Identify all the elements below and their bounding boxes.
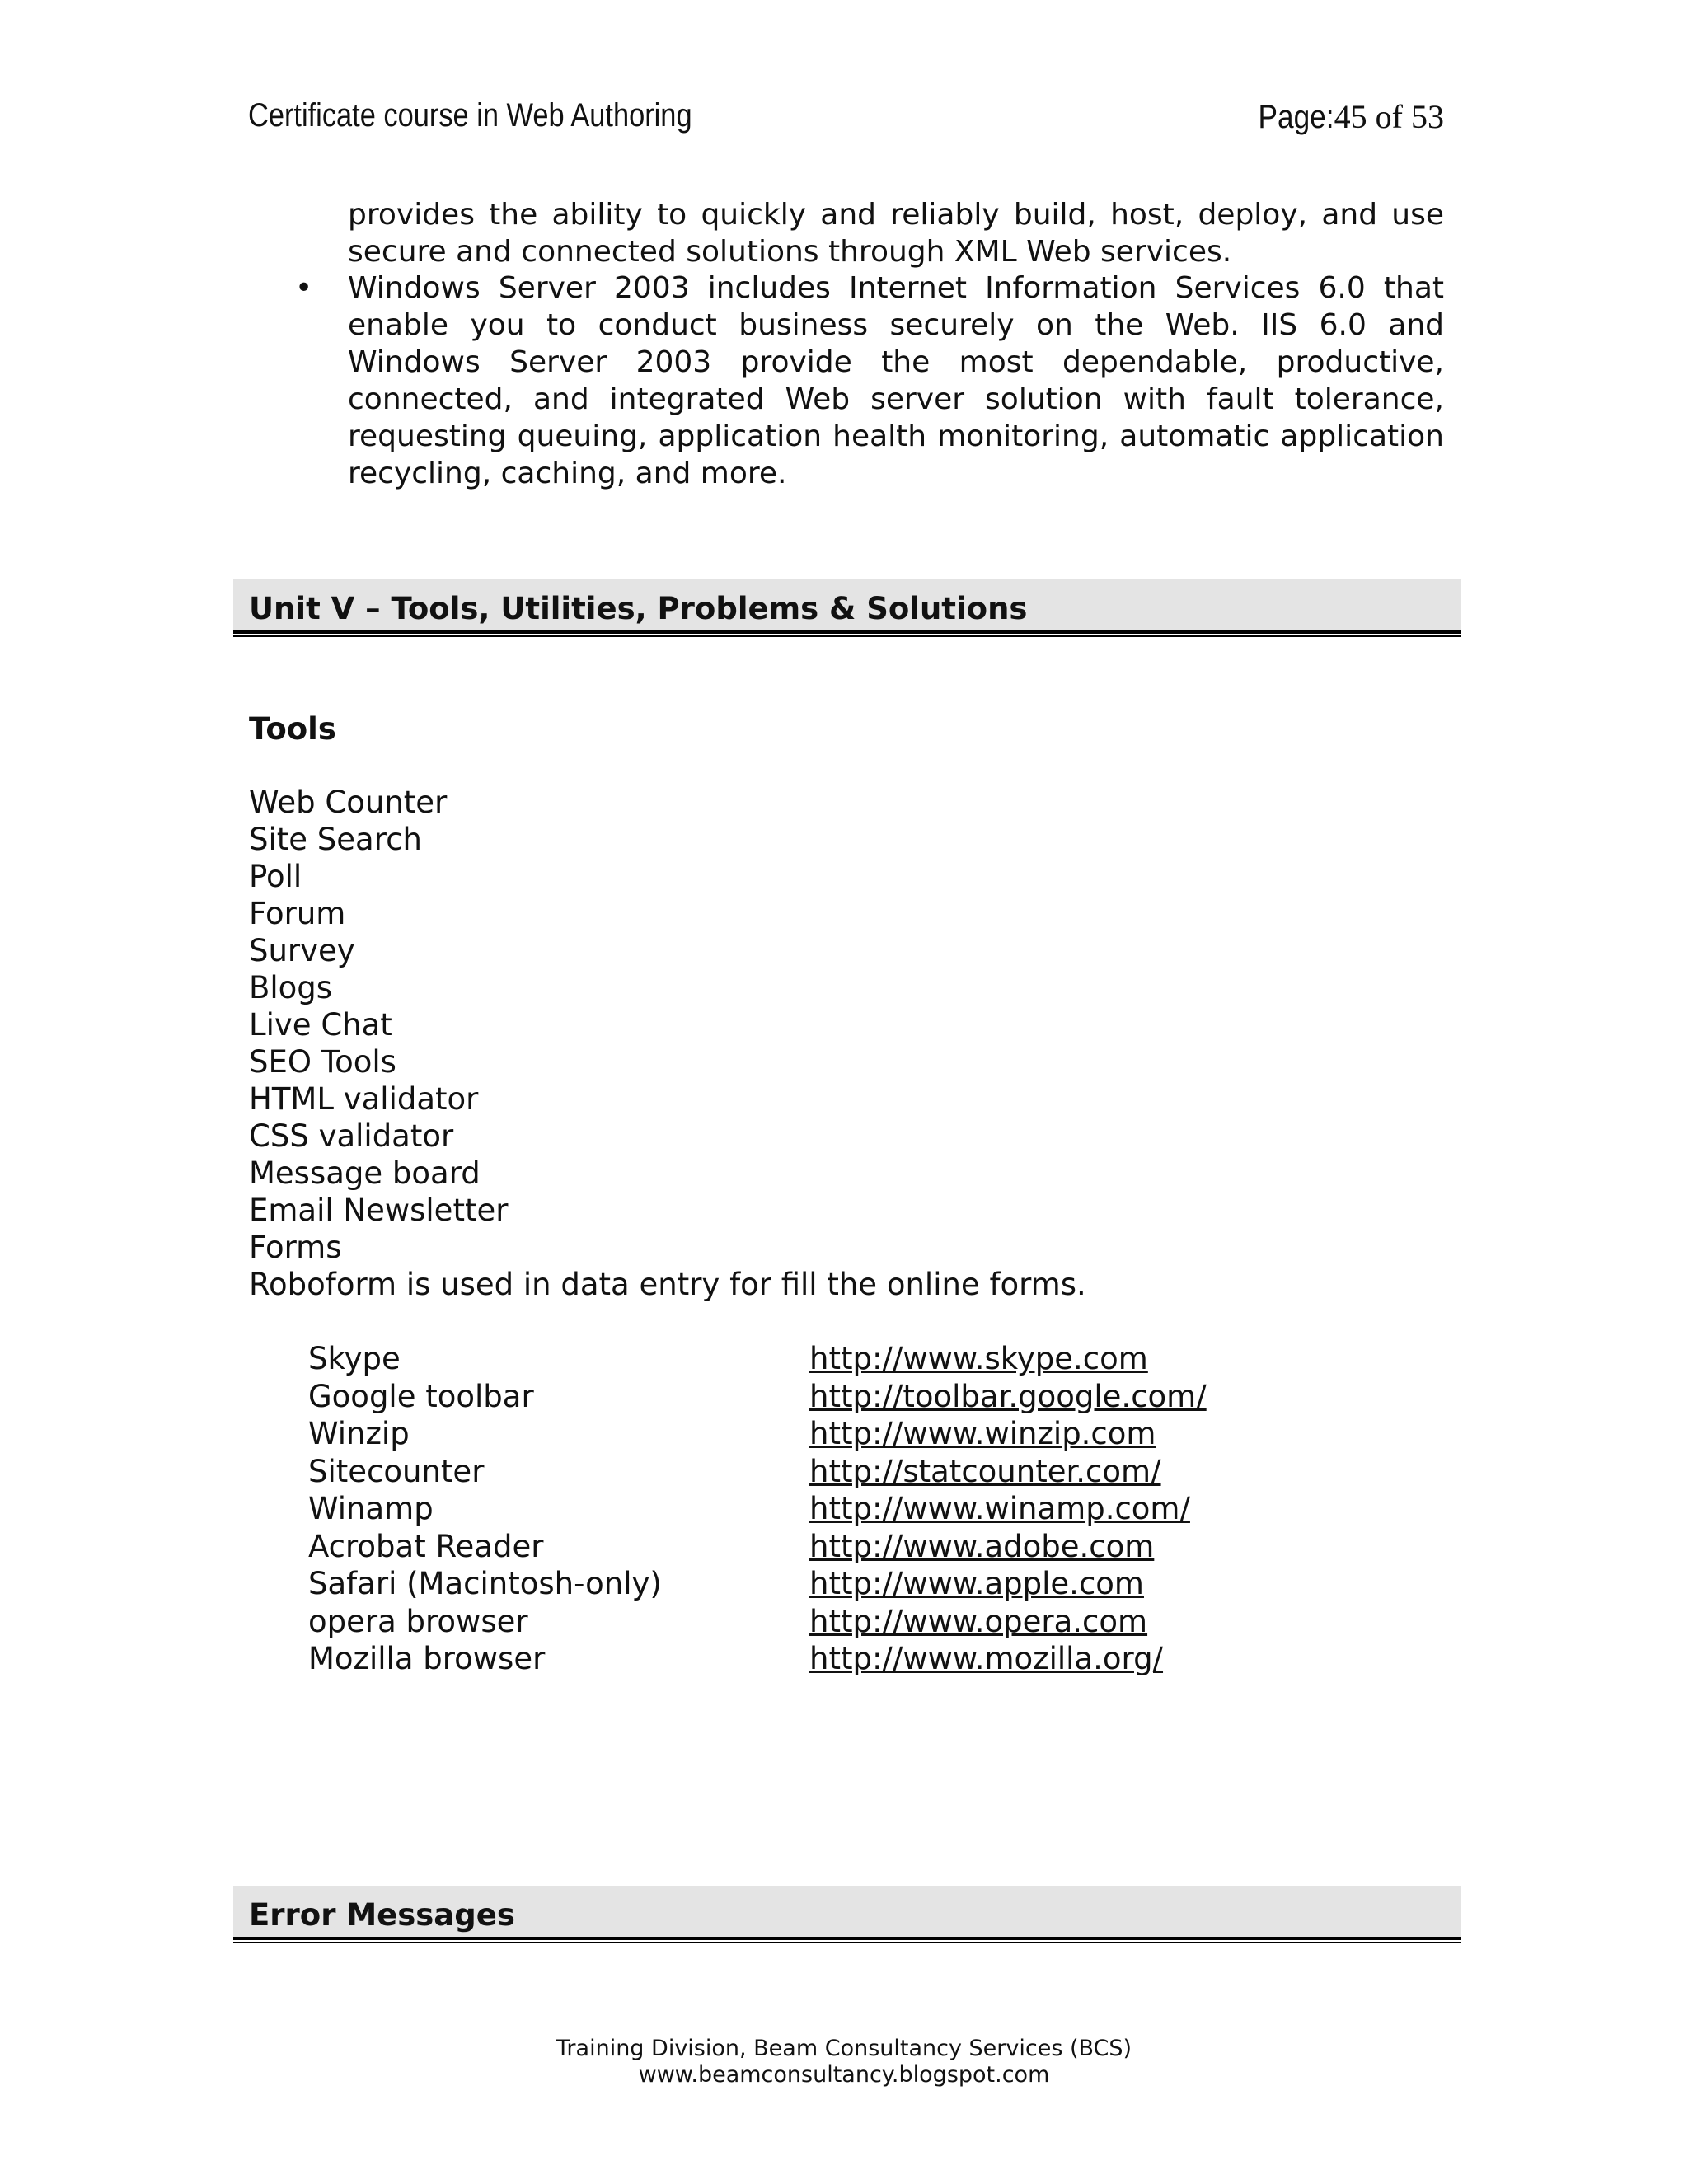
software-url-link[interactable]: http://www.opera.com — [809, 1603, 1148, 1639]
tool-item: HTML validator — [249, 1081, 479, 1117]
tools-heading: Tools — [249, 711, 336, 747]
software-name: opera browser — [308, 1603, 528, 1639]
software-url-link[interactable]: http://www.winamp.com/ — [809, 1491, 1190, 1526]
tools-list — [249, 784, 508, 1266]
error-section-rule — [233, 1937, 1461, 1943]
software-name: Safari (Macintosh-only) — [308, 1566, 662, 1601]
footer-organization: Training Division, Beam Consultancy Services (BCS) — [556, 2036, 1132, 2061]
software-url-link[interactable]: http://statcounter.com/ — [809, 1453, 1161, 1489]
software-name: Mozilla browser — [308, 1641, 546, 1676]
tool-item: Web Counter — [249, 785, 448, 820]
tool-item: CSS validator — [249, 1118, 454, 1154]
software-name: Google toolbar — [308, 1378, 534, 1414]
header-page-number — [1248, 97, 1444, 136]
software-name: Winzip — [308, 1416, 410, 1451]
tool-item: Poll — [249, 859, 302, 894]
tool-item: Forum — [249, 896, 346, 931]
tool-item: Email Newsletter — [249, 1193, 509, 1228]
tool-item: Forms — [249, 1230, 342, 1265]
software-url-link[interactable]: http://toolbar.google.com/ — [809, 1378, 1207, 1414]
footer-website: www.beamconsultancy.blogspot.com — [638, 2062, 1050, 2088]
roboform-note: Roboform is used in data entry for fill the online forms. — [249, 1267, 1086, 1302]
software-url-link[interactable]: http://www.adobe.com — [809, 1528, 1155, 1564]
software-url-link[interactable]: http://www.skype.com — [809, 1341, 1148, 1376]
tool-item: SEO Tools — [249, 1044, 396, 1080]
software-name: Skype — [308, 1341, 401, 1376]
tool-item: Blogs — [249, 970, 333, 1005]
software-url-link[interactable]: http://www.mozilla.org/ — [809, 1641, 1164, 1676]
software-url-link[interactable]: http://www.apple.com — [809, 1566, 1144, 1601]
unit-section-rule — [233, 630, 1461, 637]
tool-item: Survey — [249, 933, 355, 968]
iis-bullet-paragraph: Windows Server 2003 includes Internet Information Services 6.0 that enable you to conduct business securely on the Web. IIS 6.0 and Windows Server 2003 provide the most dependable, productive, connected, and integrated Web server solution with fault tolerance, requesting queuing, application health monitoring, automatic application recycling, caching, and more. — [348, 271, 1444, 490]
error-section-title: Error Messages — [249, 1897, 515, 1933]
page-label: Page: — [1258, 99, 1334, 135]
bullet-icon: • — [295, 271, 313, 305]
page-count: 45 of 53 — [1334, 98, 1444, 135]
header-course-title: Certificate course in Web Authoring — [248, 97, 692, 134]
unit-section-title: Unit V – Tools, Utilities, Problems & Solutions — [249, 591, 1028, 626]
software-name: Sitecounter — [308, 1453, 485, 1489]
software-name: Winamp — [308, 1491, 434, 1526]
tool-item: Site Search — [249, 822, 422, 857]
software-url-link[interactable]: http://www.winzip.com — [809, 1416, 1156, 1451]
software-name: Acrobat Reader — [308, 1528, 544, 1564]
tool-item: Message board — [249, 1155, 481, 1191]
tool-item: Live Chat — [249, 1007, 392, 1043]
intro-continuation-paragraph: provides the ability to quickly and reliably build, host, deploy, and use secure and connected solutions through XML Web services. — [348, 198, 1444, 269]
